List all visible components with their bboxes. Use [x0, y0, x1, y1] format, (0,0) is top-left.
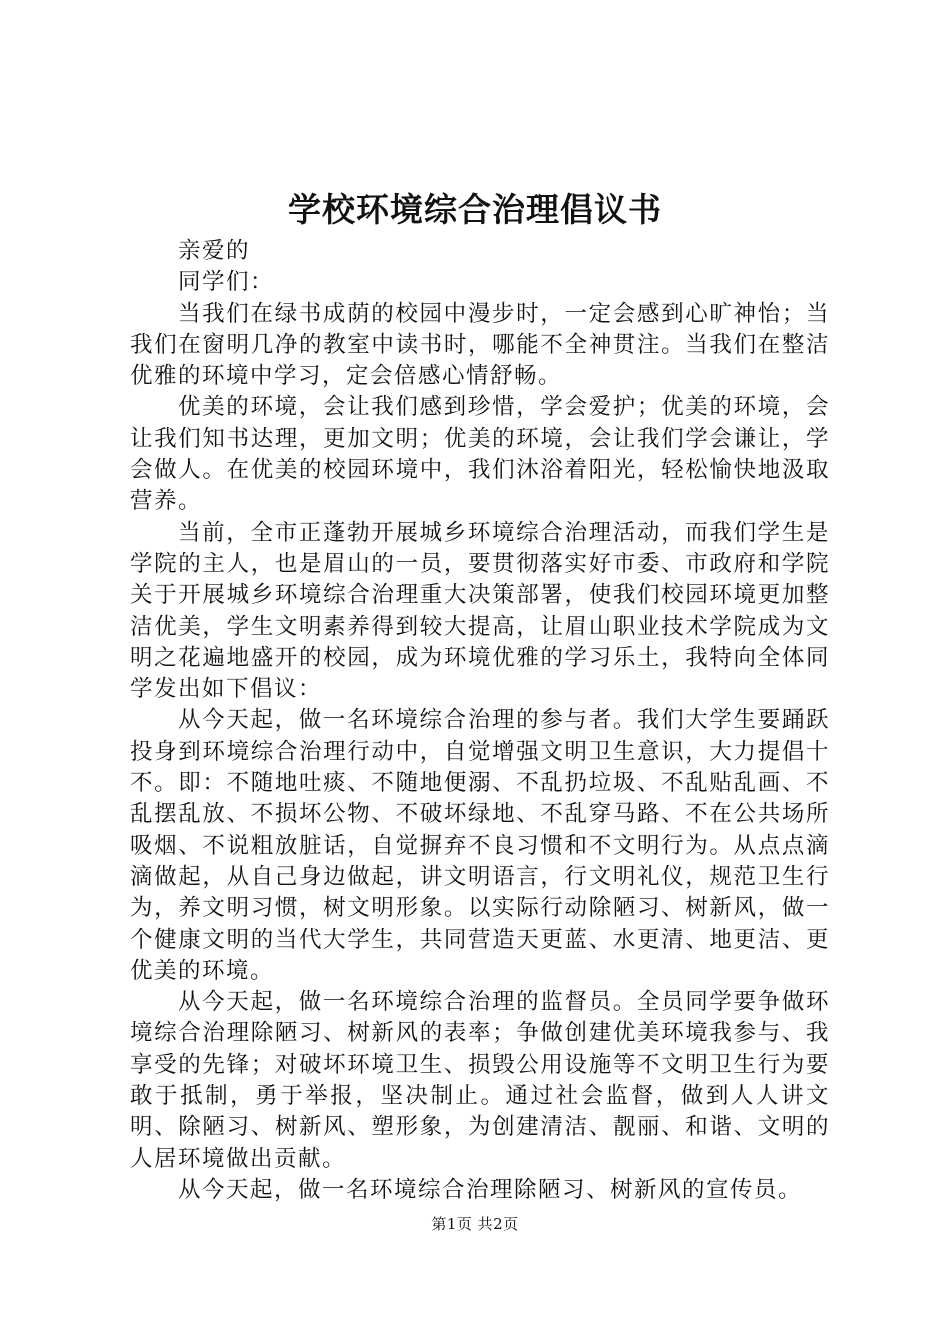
paragraph-1: 当我们在绿书成荫的校园中漫步时，一定会感到心旷神怡；当我们在窗明几净的教室中读书时，哪能不全神贯注。当我们在整洁优雅的环境中学习，定会倍感心情舒畅。: [130, 300, 830, 390]
document-title: 学校环境综合治理倡议书: [288, 190, 662, 229]
document-body: [130, 236, 830, 1206]
paragraph-2: 优美的环境，会让我们感到珍惜，学会爱护；优美的环境，会让我们知书达理，更加文明；优美的环境，会让我们学会谦让，学会做人。在优美的校园环境中，我们沐浴着阳光，轻松愉快地汲取营养。: [130, 394, 830, 515]
salutation-line-1: 亲爱的: [178, 238, 251, 264]
paragraph-5: 从今天起，做一名环境综合治理的监督员。全员同学要争做环境综合治理除陋习、树新风的表率；争做创建优美环境我参与、我享受的先锋；对破坏环境卫生、损毁公用设施等不文明卫生行为要敢于抵制，勇于举报，坚决制止。通过社会监督，做到人人讲文明、除陋习、树新风、塑形象，为创建清洁、靓丽、和谐、文明的人居环境做出贡献。: [130, 989, 830, 1172]
paragraph-6: 从今天起，做一名环境综合治理除陋习、树新风的宣传员。: [178, 1176, 803, 1203]
salutation-line-2: 同学们：: [178, 269, 275, 296]
paragraph-4: 从今天起，做一名环境综合治理的参与者。我们大学生要踊跃投身到环境综合治理行动中，自觉增强文明卫生意识，大力提倡十不。即：不随地吐痰、不随地便溺、不乱扔垃圾、不乱贴乱画、不乱摆乱放、不损坏公物、不破坏绿地、不乱穿马路、不在公共场所吸烟、不说粗放脏话，自觉摒弃不良习惯和不文明行为。从点点滴滴做起，从自己身边做起，讲文明语言，行文明礼仪，规范卫生行为，养文明习惯，树文明形象。以实际行动除陋习、树新风，做一个健康文明的当代大学生，共同营造天更蓝、水更清、地更洁、更优美的环境。: [130, 707, 830, 984]
page-number-footer: 第1页 共2页: [431, 1215, 519, 1233]
paragraph-3: 当前，全市正蓬勃开展城乡环境综合治理活动，而我们学生是学院的主人，也是眉山的一员，要贯彻落实好市委、市政府和学院关于开展城乡环境综合治理重大决策部署，使我们校园环境更加整洁优美，学生文明素养得到较大提高，让眉山职业技术学院成为文明之花遍地盛开的校园，成为环境优雅的学习乐土，我特向全体同学发出如下倡议：: [130, 519, 830, 703]
